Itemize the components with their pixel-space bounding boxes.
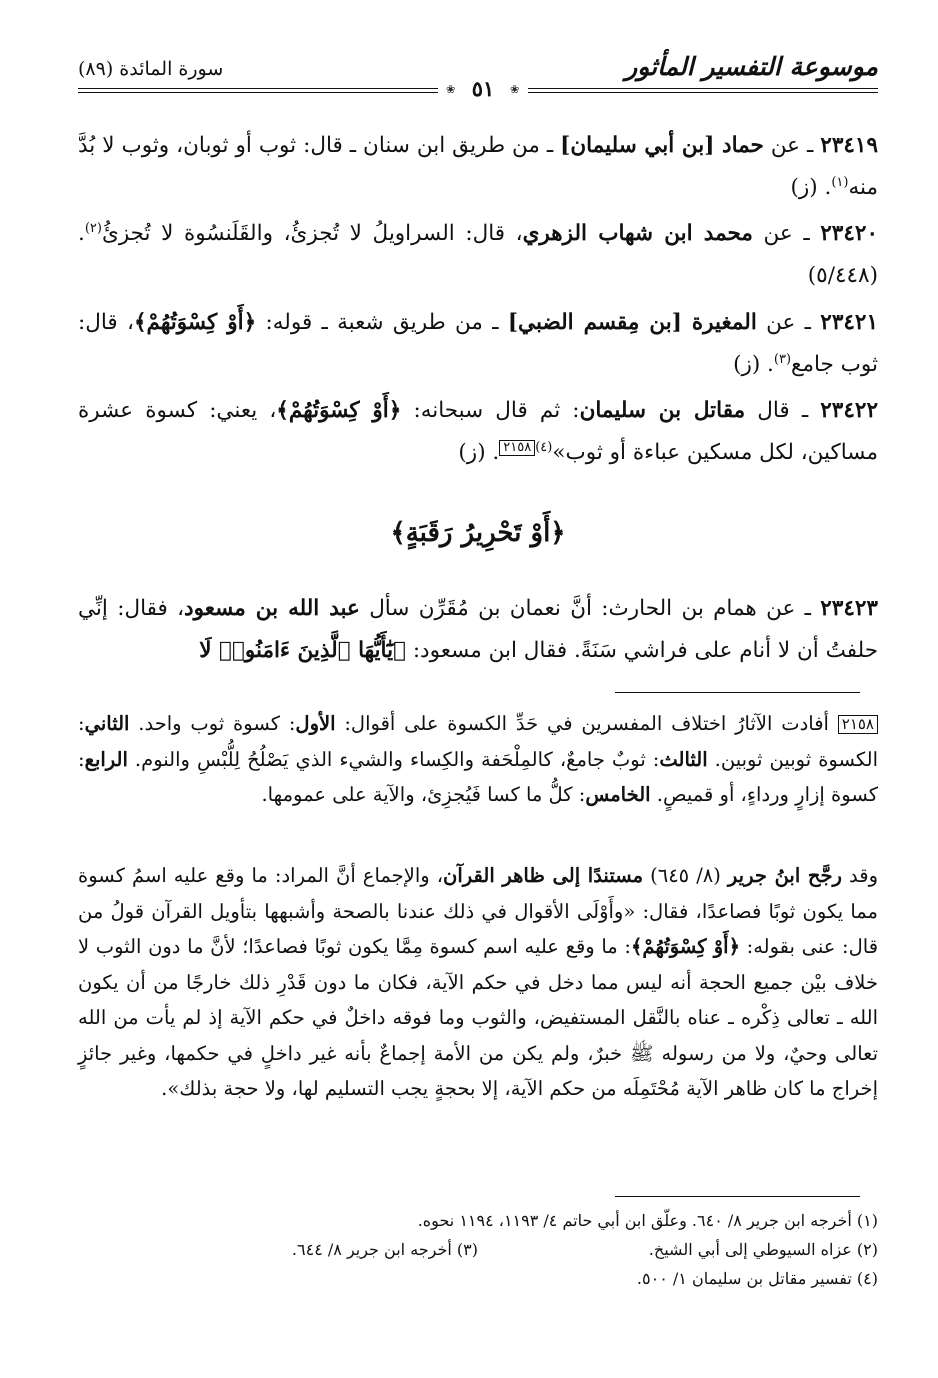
entry-text: ـ من طريق شعبة ـ قوله: xyxy=(256,310,508,335)
narrator-name: مقاتل بن سليمان xyxy=(579,398,746,423)
narration-entry xyxy=(78,125,878,209)
opinion-label: الخامس xyxy=(585,783,651,806)
footnote-marker: (١) xyxy=(831,174,849,190)
entry-text: ، يعني: كسوة عشرة مساكين، لكل مسكين عباءة أو ثوب» xyxy=(78,398,878,465)
quran-verse: ﴿أَوْ كِسْوَتُهُمْ﴾ xyxy=(630,935,740,958)
narration-entry xyxy=(78,390,878,474)
commentary-text: : الكسوة ثوبين ثوبين. xyxy=(78,712,879,771)
book-title: موسوعة التفسير المأثور xyxy=(625,52,878,81)
entry-text: ، قال: السراويلُ لا تُجزئُ، والقَلَنسُوة لا تُجزئُ xyxy=(101,221,523,246)
commentary-text: : كلُّ ما كسا فَيُجزِئ، والآية على عمومها. xyxy=(261,783,586,806)
header-rule xyxy=(528,88,878,89)
commentary-reference-box: ٢١٥٨ xyxy=(838,715,878,734)
commentary-text: ، والإجماع أنَّ المراد: ما وقع عليه اسمُ كسوة مما يكون ثوبًا فصاعدًا، فقال: «وأَوْلَى الأقوال في ذلك عندنا بالصحة وأشبهها بتأويل القرآن قولُ من قال: عنى بقوله: xyxy=(78,864,879,958)
commentary-text: أفادت الآثارُ اختلاف المفسرين في حَدِّ الكسوة على أقوال: xyxy=(335,712,838,735)
quran-verse: ﴿أَوْ كِسْوَتُهُمْ﴾ xyxy=(133,310,257,335)
entry-text: ـ من طريق ابن سنان ـ قال: ثوب أو ثوبان، وثوب لا بُدَّ منه xyxy=(78,133,878,200)
narrator-name: عبد الله بن مسعود xyxy=(184,596,360,621)
opinion-label: الثالث xyxy=(659,747,708,771)
quran-verse: ﴿يَٰٓأَيُّهَا ٱلَّذِينَ ءَامَنُوا۟ لَا xyxy=(199,638,406,663)
entry-text: . (٥/٤٤٨) xyxy=(78,221,878,288)
commentary-reference-box: ٢١٥٨ xyxy=(499,440,535,456)
entry-text: ـ عن xyxy=(752,221,821,246)
entry-number: ٢٣٤٢١ xyxy=(820,310,879,335)
footnotes xyxy=(78,1206,878,1293)
narrator-name: المغيرة [بن مِقسم الضبي] xyxy=(507,310,757,335)
commentary-text: : كسوة ثوب واحد. xyxy=(129,712,296,735)
footnote-row xyxy=(78,1235,878,1264)
entry-text: ، فقال: إنِّي حلفتُ أن لا أنام على فراشي سَنَةً. فقال ابن مسعود: xyxy=(78,596,878,663)
entry-text: : ثم قال سبحانه: xyxy=(401,398,580,423)
quran-verse: ﴿أَوْ كِسْوَتُهُمْ﴾ xyxy=(276,398,402,423)
entry-text: ـ عن همام بن الحارث: أنَّ نعمان بن مُقَرِّن سأل xyxy=(359,596,821,621)
commentary-text: (٨/ ٦٤٥) xyxy=(643,864,728,887)
entry-text: . (ز) xyxy=(790,175,832,200)
footnote-divider xyxy=(615,692,860,693)
narrator-name: حماد [بن أبي سليمان] xyxy=(560,133,764,158)
page-number: ٥١ xyxy=(471,76,495,101)
entry-text: ـ عن xyxy=(763,133,821,158)
entry-number: ٢٣٤٢٣ xyxy=(820,596,878,621)
section-heading: ﴿أَوْ تَحْرِيرُ رَقَبَةٍ﴾ xyxy=(390,518,566,548)
entry-text: ، قال: ثوب جامع xyxy=(78,310,878,377)
ornament-icon: ❀ xyxy=(510,83,520,96)
footnote-marker: (٢) xyxy=(84,220,102,236)
footnote-divider xyxy=(615,1196,860,1197)
narration-entry xyxy=(78,588,878,672)
commentary-text: : كسوة إزارٍ ورداءٍ، أو قميصٍ. xyxy=(78,747,878,806)
opinion-label: الثاني xyxy=(84,712,130,735)
header-rule xyxy=(78,88,438,89)
ornament-icon: ❀ xyxy=(446,83,456,96)
footnote-marker: (٤) xyxy=(535,439,553,455)
opinion-label: الرابع xyxy=(84,747,128,771)
entry-text: . (ز) xyxy=(733,352,774,377)
header-rule xyxy=(528,92,878,93)
footnote: (٣) أخرجه ابن جرير ٨/ ٦٤٤. xyxy=(291,1240,478,1259)
narration-entry xyxy=(78,302,878,386)
opinion-label: الأول xyxy=(295,712,336,735)
entry-number: ٢٣٤١٩ xyxy=(820,133,879,158)
surah-name: سورة المائدة (٨٩) xyxy=(78,58,224,80)
narration-entry xyxy=(78,213,878,297)
page-header xyxy=(78,52,878,102)
entry-text: ـ عن xyxy=(756,310,821,335)
footnote: (٢) عزاه السيوطي إلى أبي الشيخ. xyxy=(648,1240,878,1259)
commentary-text: : ثوبٌ جامعٌ، كالمِلْحَفة والكِساء والشيء الذي يَصْلُحُ لِلُّبْسِ والنوم. xyxy=(127,747,660,771)
scholar-name: رجَّح ابنُ جرير xyxy=(727,864,842,887)
footnote: (١) أخرجه ابن جرير ٨/ ٦٤٠. وعلّق ابن أبي حاتم ٤/ ١١٩٣، ١١٩٤ نحوه. xyxy=(417,1211,878,1230)
footnote: (٤) تفسير مقاتل بن سليمان ١/ ٥٠٠. xyxy=(636,1269,878,1288)
footnote-marker: (٣) xyxy=(773,351,792,367)
commentary-text: : ما وقع عليه اسم كسوة مِمَّا يكون ثوبًا فصاعدًا؛ لأنَّ ما دون الثوب لا خلاف بيْن جميع الحجة أنه ليس مما دخل في حكم الآية، فكان ما دون قَدْرِ ذلك خارجًا من أن يكون الله ـ تعالى ذِكْره ـ عناه بالنَّقل المستفيض، والثوب وما فوقه داخلٌ في حكم الآية إذ لم يأت من الله تعالى وحيٌ، ولا من رسوله ﷺ خبرٌ، ولم يكن من الأمة إجماعٌ بأنه غير داخلٍ في حكمها، وغير جائزٍ إخراج ما كان ظاهر الآية مُحْتَمِلَه من حكم الآية، إلا بحجةٍ يجب التسليم لها، ولا حجة بذلك». xyxy=(78,935,878,1100)
entry-text: . (ز) xyxy=(458,440,500,465)
basis-phrase: مستندًا إلى ظاهر القرآن xyxy=(443,864,644,887)
entry-text: ـ قال xyxy=(745,398,821,423)
commentary-paragraph xyxy=(78,706,878,813)
narrator-name: محمد ابن شهاب الزهري xyxy=(522,221,753,246)
entry-number: ٢٣٤٢٢ xyxy=(820,398,878,423)
entry-number: ٢٣٤٢٠ xyxy=(820,221,878,246)
header-rule xyxy=(78,92,438,93)
commentary-text: وقد xyxy=(841,864,878,887)
commentary-paragraph xyxy=(78,858,878,1107)
